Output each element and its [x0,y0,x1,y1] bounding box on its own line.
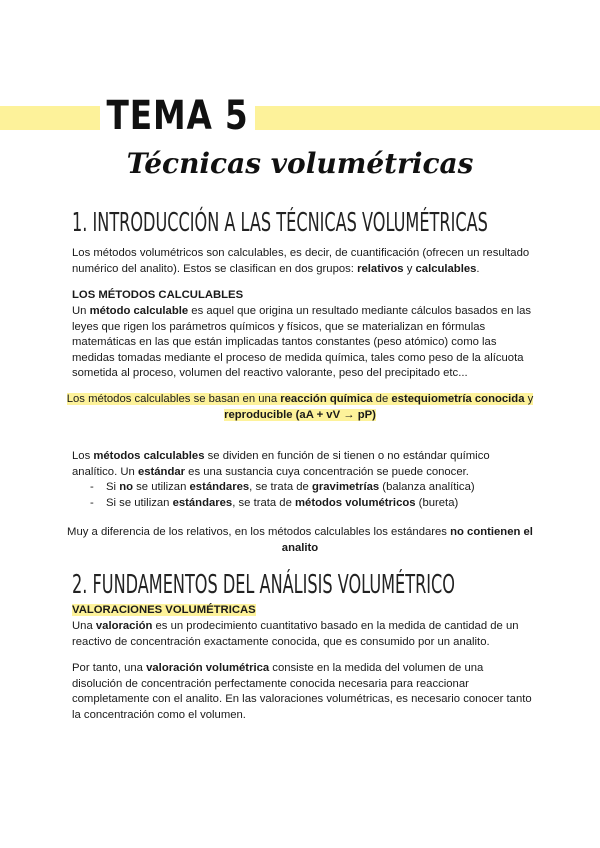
standards-note: Muy a diferencia de los relativos, en los métodos calculables los estándares no contienen el analito [67,526,533,554]
highlight-statement: Los métodos calculables se basan en una reacción química de estequiometría conocida y reproducible (aA + vV → pP) [66,393,534,421]
chapter-subtitle: Técnicas volumétricas [126,147,474,180]
section2-heading: 2. FUNDAMENTOS DEL ANÁLISIS VOLUMÉTRICO [72,570,455,600]
division-paragraph: Los métodos calculables se dividen en función de si tienen o no estándar químico analítico. Un estándar es una sustancia cuya concentración se puede conocer. - Si no se utilizan estándares, se trata de gravimetrías (balanza analítica) - Si se utilizan estándares, se trata de métodos volumétricos (bureta) [72,449,532,511]
section1-heading: 1. INTRODUCCIÓN A LAS TÉCNICAS VOLUMÉTRICAS [72,208,488,238]
calculables-label: LOS MÉTODOS CALCULABLES [72,289,244,301]
list-item: - Si se utilizan estándares, se trata de métodos volumétricos (bureta) [90,496,459,509]
valoracion-definition: Una valoración es un prodecimiento cuantitativo basado en la medida de cantidad de un reactivo de concentración exactamente conocida, que es consumido por un analito. [72,620,519,648]
title-highlight-band [0,106,600,130]
standards-list [72,480,532,511]
valoraciones-label: VALORACIONES VOLUMÉTRICAS [72,604,256,616]
list-item: - Si no se utilizan estándares, se trata de gravimetrías (balanza analítica) [90,481,475,494]
calculables-paragraph: Un método calculable es aquel que origina un resultado mediante cálculos basados en las leyes que rigen los parámetros químicos y físicos, que se materializan en fórmulas matemáticas en las que están implicadas tantos constantes (peso atómico) como las medidas tomadas mediante el proceso de medida química, tales como peso de la alícuota sometida al proceso, volumen del reactivo valorante, peso del precipitado etc... [72,305,532,380]
section1-intro: Los métodos volumétricos son calculables, es decir, de cuantificación (ofrecen un resultado numérico del analito). Estos se clasifican en dos grupos: relativos y calculables. [72,247,530,275]
valoracion-volumetrica-paragraph: Por tanto, una valoración volumétrica consiste en la medida del volumen de una disolución de concentración perfectamente conocida necesaria para reaccionar completamente con el analito. En las valoraciones volumétricas, es necesario conocer tanto la concentración como el volumen. [72,662,532,721]
chapter-title: TEMA 5 [100,92,255,140]
